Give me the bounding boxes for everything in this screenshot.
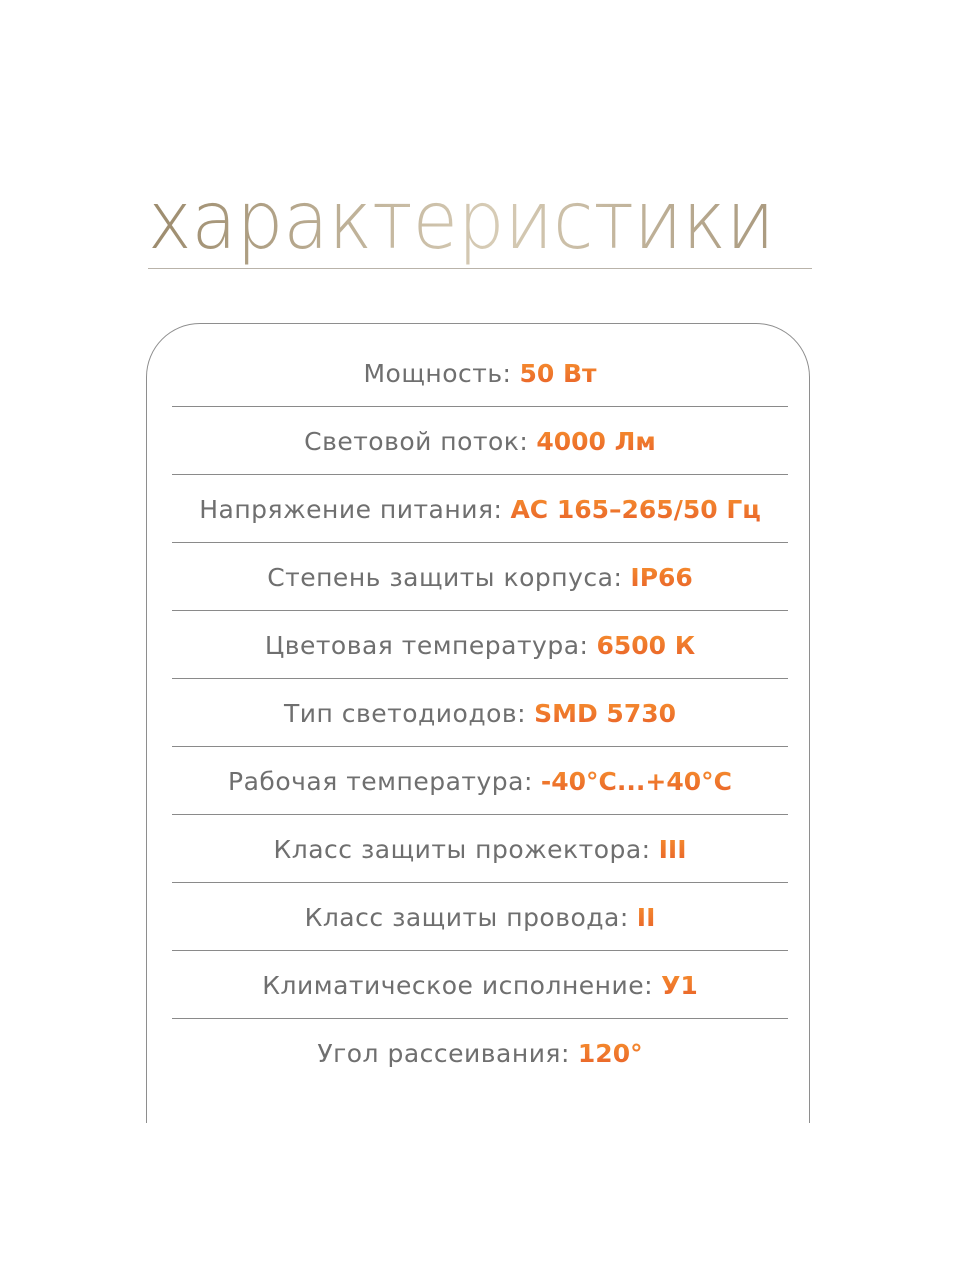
spec-value: II — [636, 902, 656, 932]
spec-row-ingress-protection — [172, 543, 788, 611]
spec-label: Степень защиты корпуса: — [267, 562, 623, 592]
spec-label: Цветовая температура: — [264, 630, 589, 660]
spec-value: SMD 5730 — [534, 698, 677, 728]
spec-row-voltage — [172, 475, 788, 543]
spec-label: Тип светодиодов: — [283, 698, 527, 728]
spec-value: 120° — [577, 1038, 643, 1068]
spec-value: 6500 К — [596, 630, 696, 660]
spec-value: III — [658, 834, 687, 864]
spec-value: -40°С...+40°С — [540, 766, 732, 796]
spec-value: 4000 Лм — [536, 426, 656, 456]
spec-label: Мощность: — [363, 358, 512, 388]
spec-row-power — [172, 339, 788, 407]
spec-label: Класс защиты прожектора: — [273, 834, 651, 864]
spec-label: Класс защиты провода: — [304, 902, 629, 932]
spec-label: Климатическое исполнение: — [262, 970, 654, 1000]
spec-row-floodlight-protection-class — [172, 815, 788, 883]
spec-row-luminous-flux — [172, 407, 788, 475]
spec-row-climatic-version — [172, 951, 788, 1019]
spec-value: У1 — [661, 970, 698, 1000]
spec-row-wire-protection-class — [172, 883, 788, 951]
spec-value: 50 Вт — [519, 358, 597, 388]
spec-row-beam-angle — [172, 1019, 788, 1087]
title-divider — [148, 268, 812, 269]
spec-value: AC 165–265/50 Гц — [510, 494, 761, 524]
page-title: характеристики — [148, 174, 775, 267]
spec-label: Рабочая температура: — [228, 766, 533, 796]
spec-value: IP66 — [630, 562, 693, 592]
spec-label: Световой поток: — [304, 426, 529, 456]
spec-row-led-type — [172, 679, 788, 747]
spec-label: Напряжение питания: — [199, 494, 503, 524]
spec-row-color-temperature — [172, 611, 788, 679]
spec-row-operating-temperature — [172, 747, 788, 815]
spec-label: Угол рассеивания: — [317, 1038, 570, 1068]
